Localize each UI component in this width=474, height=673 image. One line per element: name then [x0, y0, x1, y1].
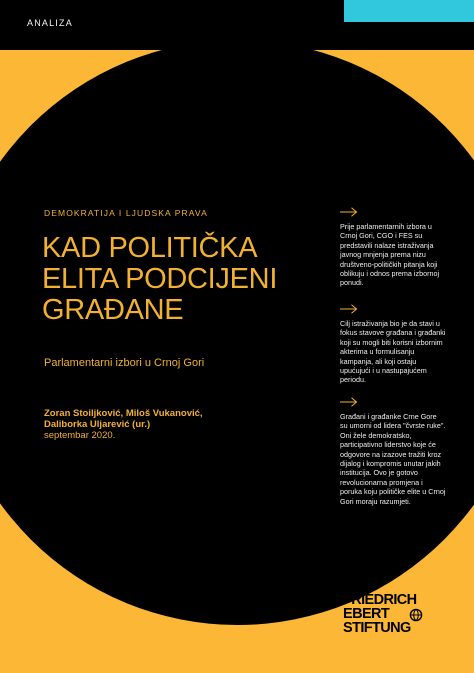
side-note-1 [340, 207, 446, 288]
fes-logo [343, 593, 438, 635]
logo-line-3: STIFTUNG [343, 620, 411, 636]
authors-block [44, 408, 203, 441]
side-note-3 [340, 397, 446, 506]
arrow-right-icon [340, 207, 358, 217]
arrow-right-icon [340, 397, 358, 407]
series-label: ANALIZA [27, 18, 73, 28]
cover-kicker: DEMOKRATIJA I LJUDSKA PRAVA [44, 208, 208, 218]
authors-line-1: Zoran Stoiljković, Miloš Vukanović, [44, 408, 203, 419]
corner-color-block [344, 0, 474, 22]
logo-line-1: FRIEDRICH [343, 592, 417, 608]
globe-icon [409, 608, 423, 622]
title-line-3: GRAĐANE [42, 294, 184, 326]
publication-date: septembar 2020. [44, 430, 116, 441]
cover-title [42, 233, 277, 326]
logo-line-2: EBERT [343, 606, 390, 622]
side-note-text: Građani i građanke Crne Gore su umorni od lidera "čvrste ruke". Oni žele demokratsko, participativno liderstvo koje će odgovore na izazove tražiti kroz dijalog i kompromis unutar jakih institucija. Ovo je gotovo revolucionarna promjena i poruka koju političke elite u Crnoj Gori moraju razumjeti. [340, 412, 446, 506]
side-note-2 [340, 304, 446, 385]
side-note-text: Cilj istraživanja bio je da stavi u fokus stavove građana i građanki koji su mogli biti korisni izbornim akterima u formulisanju kampanja, ali koji ostaju upućujući i u nastupajućem periodu. [340, 319, 446, 385]
cover-subtitle: Parlamentarni izbori u Crnoj Gori [44, 357, 205, 369]
authors-line-2: Daliborka Uljarević (ur.) [44, 419, 151, 430]
side-note-text: Prije parlamentarnih izbora u Crnoj Gori, CGO i FES su predstavili nalaze istraživanja javnog mnjenja prema nizu društveno-političkih pitanja koji oblikuju i odnos prema izbornoj ponudi. [340, 222, 440, 288]
arrow-right-icon [340, 304, 358, 314]
title-line-1: KAD POLITIČKA [42, 232, 258, 264]
title-line-2: ELITA PODCIJENI [42, 263, 278, 295]
